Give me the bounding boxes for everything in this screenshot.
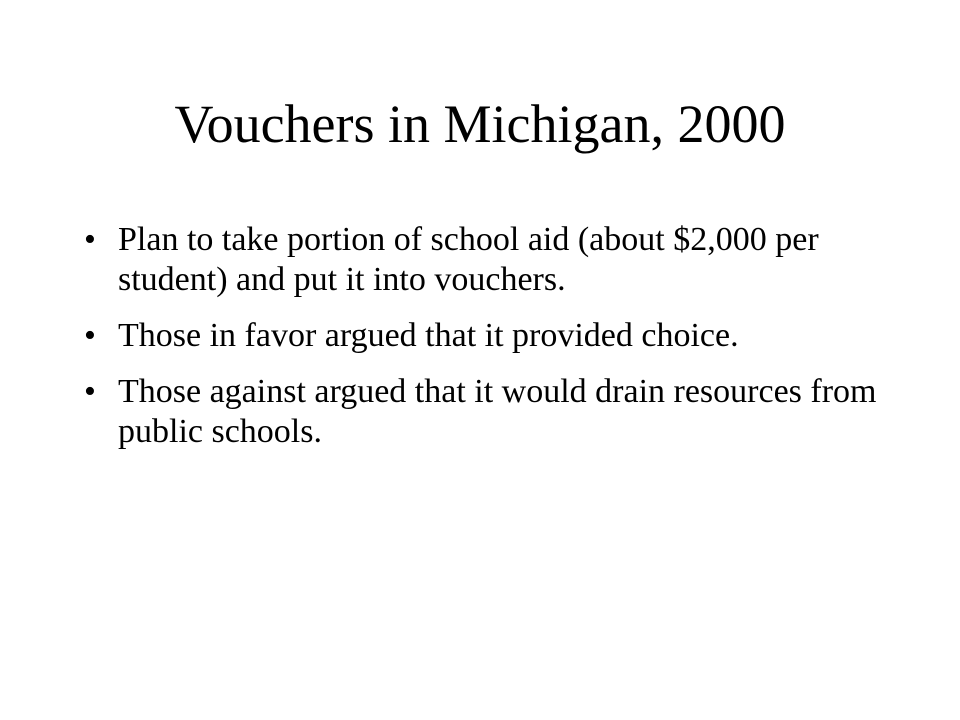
bullet-item (84, 220, 884, 300)
bullet-text: Those in favor argued that it provided choice. (118, 317, 739, 354)
bullet-point-icon: • (84, 221, 96, 258)
bullet-text: Plan to take portion of school aid (about $2,000 per student) and put it into vouchers. (118, 221, 819, 298)
slide-title: Vouchers in Michigan, 2000 (174, 94, 786, 154)
bullet-item (84, 372, 884, 452)
bullet-list (84, 220, 884, 468)
bullet-text: Those against argued that it would drain resources from public schools. (118, 373, 877, 450)
bullet-point-icon: • (84, 317, 96, 354)
bullet-point-icon: • (84, 373, 96, 410)
bullet-item (84, 316, 884, 356)
